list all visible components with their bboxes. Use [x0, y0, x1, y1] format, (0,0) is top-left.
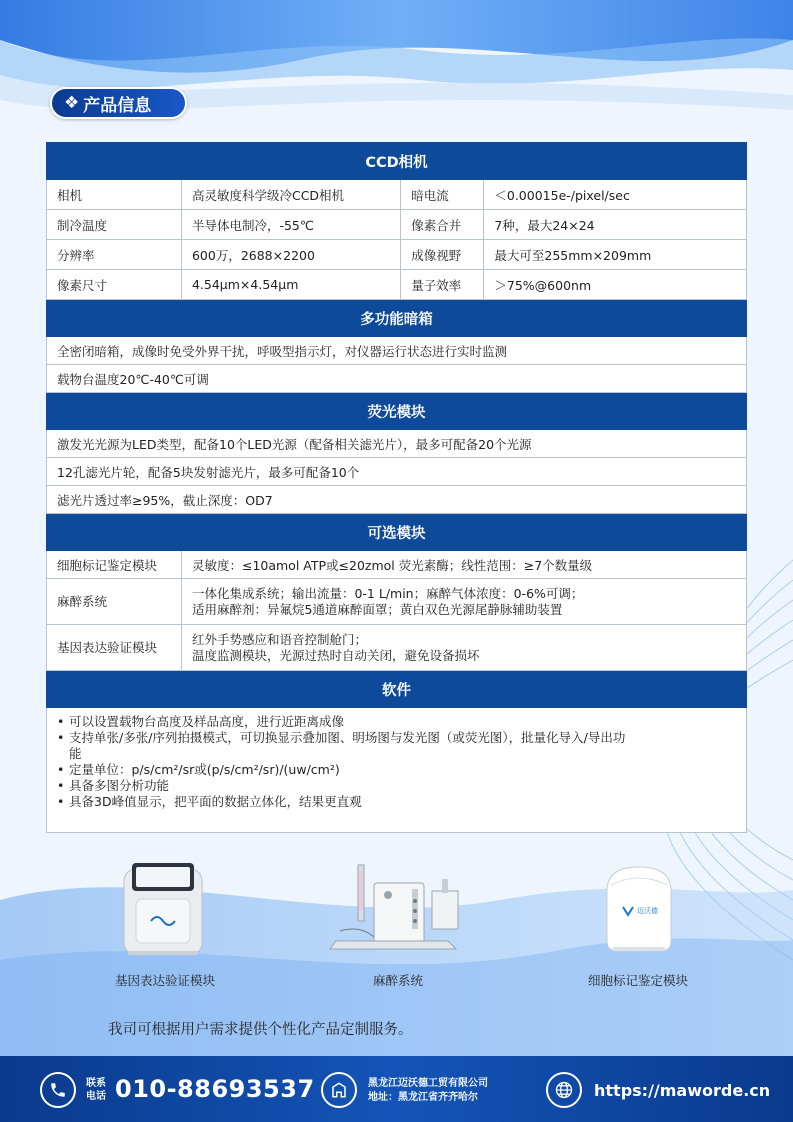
optional-header: 可选模块	[47, 514, 747, 551]
spec-value: 最大可至255mm×209mm	[484, 240, 747, 270]
spec-key: 成像视野	[401, 240, 484, 270]
module-desc-line: 适用麻醉剂：异氟烷5通道麻醉面罩；黄白双色光源尾静脉辅助装置	[191, 601, 563, 617]
spec-key: 制冷温度	[47, 210, 182, 240]
diamond-icon: ❖	[64, 93, 78, 113]
software-header: 软件	[47, 671, 747, 708]
list-item: • 支持单张/多张/序列拍摄模式，可切换显示叠加图、明场图与发光图（或荧光图），批量化导入/导出功能	[57, 730, 629, 762]
product-cell-module	[558, 855, 718, 995]
phone-icon	[40, 1072, 76, 1108]
fluor-header: 荧光模块	[47, 393, 747, 430]
spec-key: 像素尺寸	[47, 270, 182, 300]
list-item: • 具备多图分析功能	[57, 778, 736, 794]
spec-key: 量子效率	[401, 270, 484, 300]
cell-module-device-icon	[599, 861, 679, 957]
darkbox-line: 载物台温度20℃-40℃可调	[47, 365, 747, 393]
section-title-tag	[50, 87, 187, 119]
product-caption: 基因表达验证模块	[114, 973, 215, 988]
section-title: 产品信息	[83, 95, 152, 116]
spec-table	[46, 142, 747, 833]
product-gallery	[0, 855, 793, 995]
list-item: • 定量单位：p/s/cm²/sr或(p/s/cm²/sr)/(uw/cm²)	[57, 762, 736, 778]
module-desc	[181, 579, 746, 625]
darkbox-header: 多功能暗箱	[47, 300, 747, 337]
spec-value: 7种，最大24×24	[484, 210, 747, 240]
fluor-line: 12孔滤光片轮，配备5块发射滤光片，最多可配备10个	[47, 458, 747, 486]
gene-module-device-icon	[118, 859, 208, 959]
module-desc-line: 温度监测模块，光源过热时自动关闭，避免设备损坏	[191, 647, 480, 663]
table-row	[47, 210, 747, 240]
contact-label-2: 电话	[86, 1091, 106, 1102]
product-caption: 细胞标记鉴定模块	[587, 973, 688, 988]
module-desc	[181, 625, 746, 671]
module-name: 麻醉系统	[47, 579, 182, 625]
phone-number: 010-88693537	[115, 1075, 315, 1103]
spec-key: 像素合并	[401, 210, 484, 240]
spec-key: 相机	[47, 180, 182, 210]
spec-value: 高灵敏度科学级冷CCD相机	[181, 180, 400, 210]
spec-key: 暗电流	[401, 180, 484, 210]
product-gene-module	[85, 855, 245, 995]
footer-bar	[0, 1056, 793, 1122]
brand-logo-text: 迈沃德	[637, 907, 658, 915]
module-name: 基因表达验证模块	[47, 625, 182, 671]
spec-key: 分辨率	[47, 240, 182, 270]
table-row	[47, 270, 747, 300]
company-building-icon	[321, 1072, 357, 1108]
list-item: • 具备3D峰值显示，把平面的数据立体化，结果更直观	[57, 794, 736, 810]
company-name: 黑龙江迈沃德工贸有限公司	[368, 1078, 488, 1089]
customization-note: 我司可根据用户需求提供个性化产品定制服务。	[108, 1022, 413, 1038]
table-row	[47, 240, 747, 270]
spec-value: 4.54μm×4.54μm	[181, 270, 400, 300]
table-row	[47, 579, 747, 625]
product-anesthesia	[318, 855, 478, 995]
globe-icon	[546, 1072, 582, 1108]
spec-value: 600万，2688×2200	[181, 240, 400, 270]
software-features	[47, 708, 747, 833]
module-desc-line: 灵敏度：≤10amol ATP或≤20zmol 荧光素酶；线性范围：≥7个数量级	[191, 557, 593, 573]
spec-value: ＞75%@600nm	[484, 270, 747, 300]
company-address: 地址：黑龙江省齐齐哈尔	[368, 1092, 478, 1103]
ccd-header: CCD相机	[47, 143, 747, 180]
table-row	[47, 551, 747, 579]
product-caption: 麻醉系统	[372, 973, 423, 988]
module-desc-line: 红外手势感应和语音控制舱门；	[191, 631, 367, 647]
fluor-line: 激发光光源为LED类型，配备10个LED光源（配备相关滤光片），最多可配备20个光源	[47, 430, 747, 458]
list-item: • 可以设置载物台高度及样品高度，进行近距离成像	[57, 714, 736, 730]
module-desc	[181, 551, 746, 579]
software-list	[57, 714, 736, 810]
website-url[interactable]: https://maworde.cn	[594, 1081, 771, 1100]
module-desc-line: 一体化集成系统；输出流量：0-1 L/min；麻醉气体浓度：0-6%可调；	[191, 585, 584, 601]
module-name: 细胞标记鉴定模块	[47, 551, 182, 579]
fluor-line: 滤光片透过率≥95%，截止深度：OD7	[47, 486, 747, 514]
darkbox-line: 全密闭暗箱，成像时免受外界干扰，呼吸型指示灯，对仪器运行状态进行实时监测	[47, 337, 747, 365]
table-row	[47, 625, 747, 671]
contact-label-1: 联系	[86, 1078, 106, 1089]
spec-value: 半导体电制冷，-55℃	[181, 210, 400, 240]
spec-value: ＜0.00015e-/pixel/sec	[484, 180, 747, 210]
anesthesia-system-device-icon	[328, 861, 468, 961]
table-row	[47, 180, 747, 210]
